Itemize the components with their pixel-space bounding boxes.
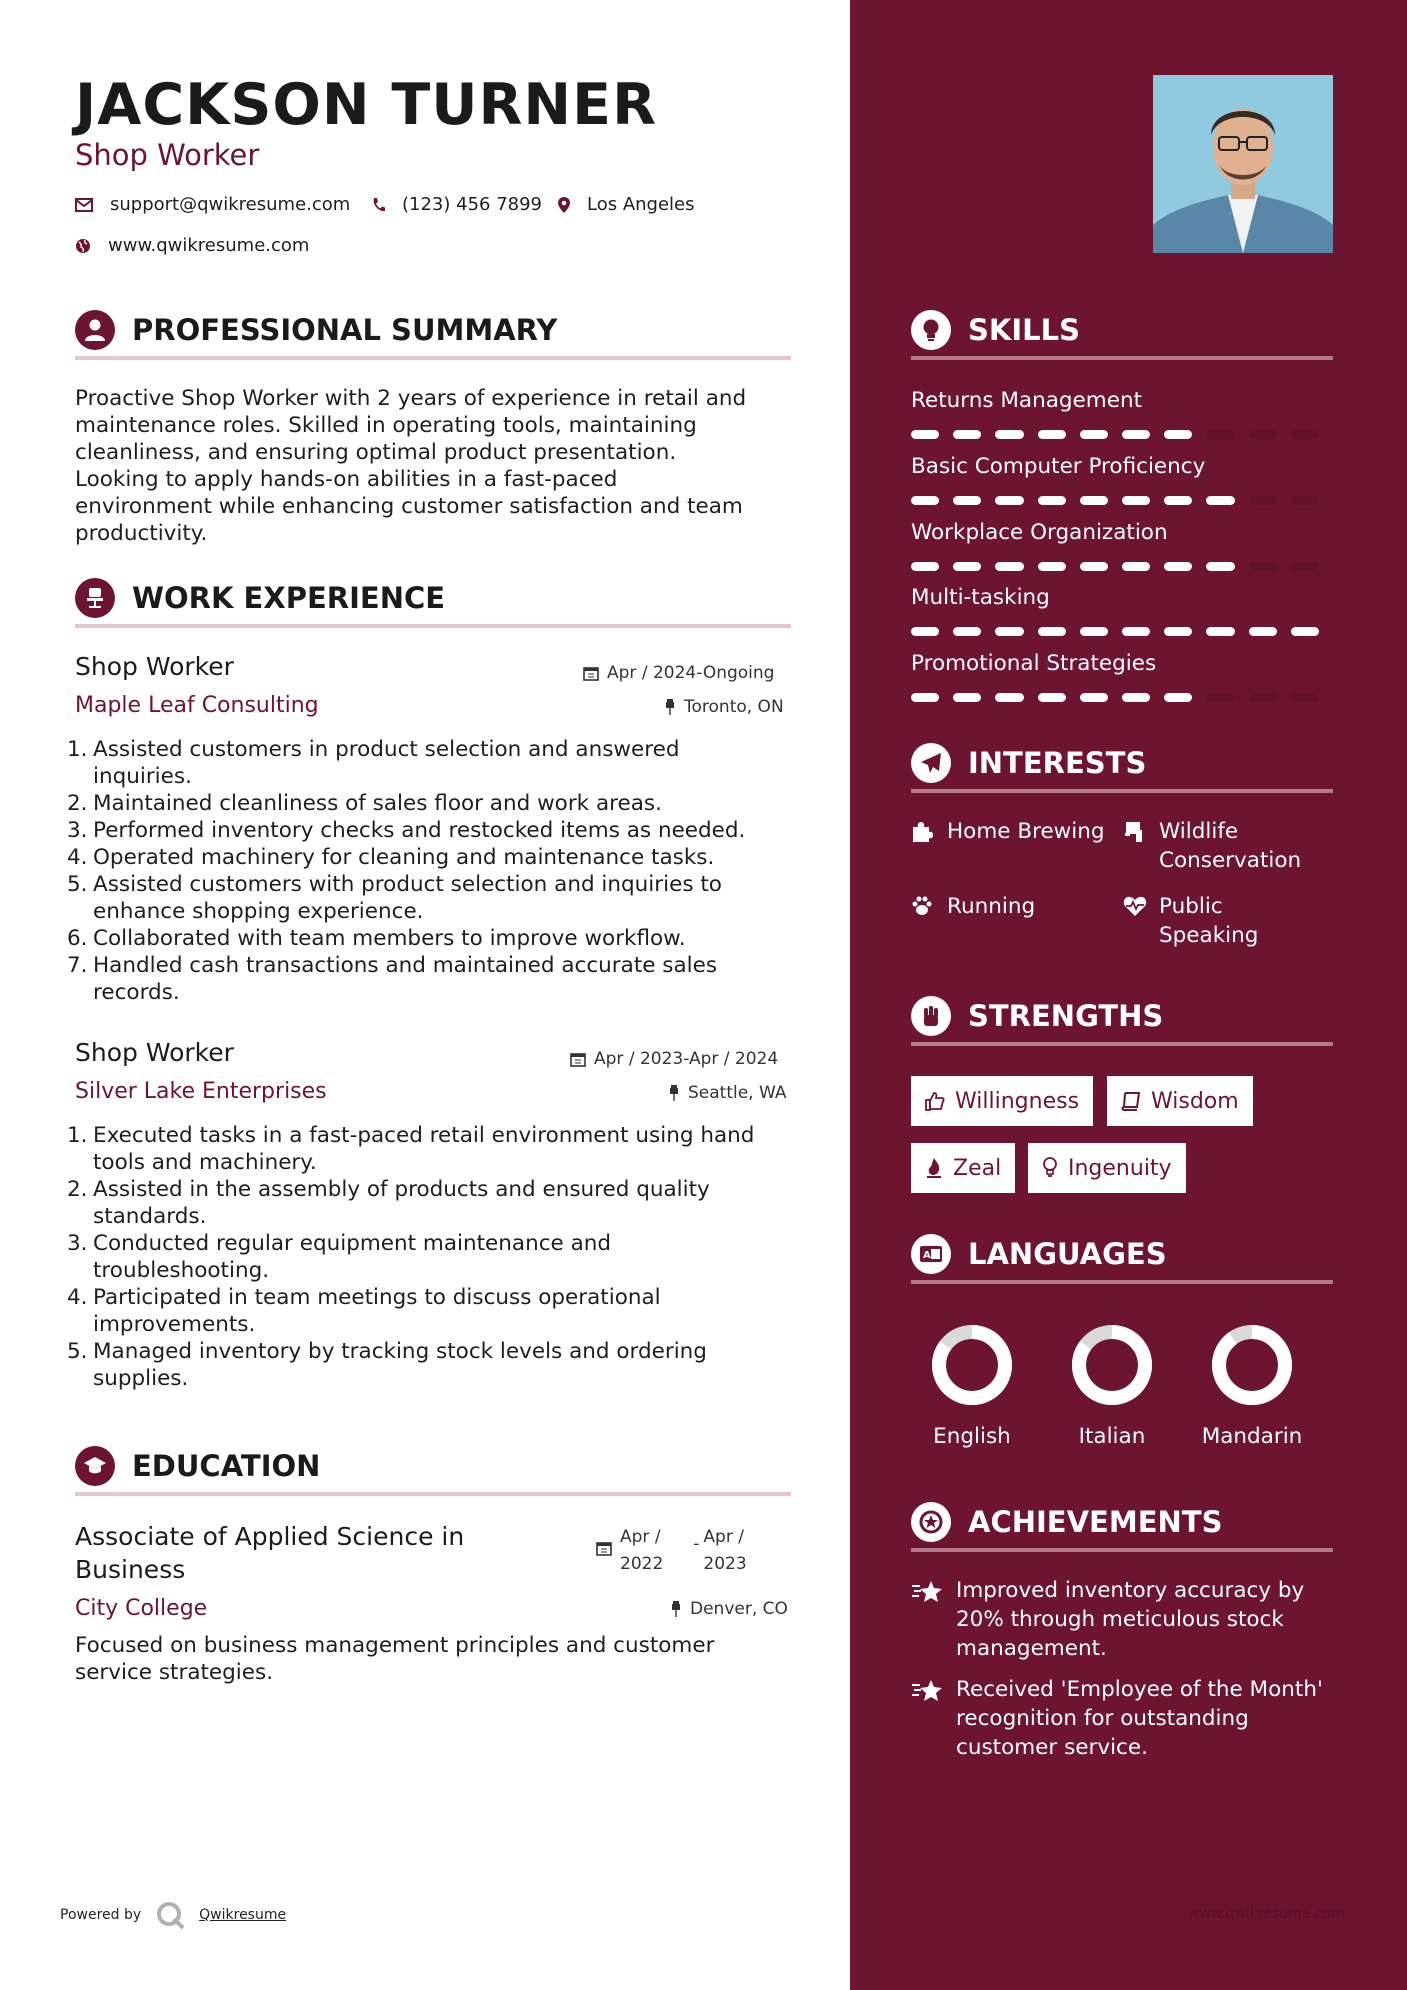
responsibility-line: standards. — [93, 1204, 207, 1229]
experience-title: WORK EXPERIENCE — [132, 581, 446, 615]
strength-label: Willingness — [955, 1088, 1080, 1114]
list-number: 3. — [67, 1231, 88, 1256]
summary-line: productivity. — [75, 521, 208, 546]
skill-rating-segment — [1249, 496, 1277, 505]
fist-icon — [911, 996, 951, 1036]
responsibility-item — [67, 1284, 797, 1338]
responsibility-line: Assisted customers in product selection and answered — [93, 737, 680, 762]
skill-label: Multi-tasking — [911, 585, 1050, 610]
start-year: 2022 — [620, 1554, 664, 1574]
strength-chip — [1028, 1143, 1186, 1193]
summary-heading — [75, 312, 791, 360]
language-item — [1192, 1322, 1312, 1449]
wildlife-icon — [1123, 817, 1147, 875]
interest-line: Public — [1159, 894, 1223, 919]
skill-rating-segment — [1122, 627, 1150, 636]
interests-heading — [911, 745, 1333, 793]
responsibility-line: Operated machinery for cleaning and maintenance tasks. — [93, 845, 715, 870]
calendar-icon — [583, 665, 599, 681]
responsibility-item — [67, 844, 797, 871]
interest-line: Speaking — [1159, 923, 1259, 948]
job-dates-text: Apr / 2023-Apr / 2024 — [594, 1049, 779, 1069]
achievement-line: customer service. — [956, 1735, 1148, 1760]
skill-rating-segment — [953, 430, 981, 439]
responsibility-item — [67, 790, 797, 817]
skill-rating-segment — [995, 562, 1023, 571]
globe-icon — [75, 238, 91, 254]
skill-rating-segment — [1038, 430, 1066, 439]
responsibility-item — [67, 1230, 797, 1284]
list-number: 4. — [67, 845, 88, 870]
skill-rating-segment — [1122, 562, 1150, 571]
skills-heading — [911, 312, 1333, 360]
skill-rating-segment — [1122, 496, 1150, 505]
skill-item — [911, 651, 1333, 702]
paw-icon — [911, 892, 935, 925]
skill-rating-segment — [1249, 693, 1277, 702]
job-dates — [583, 663, 774, 683]
responsibility-item — [67, 925, 797, 952]
date-separator: - — [693, 1534, 700, 1554]
list-number: 1. — [67, 1123, 88, 1148]
svg-text:A: A — [923, 1250, 931, 1261]
user-icon — [75, 310, 115, 350]
achievements-heading — [911, 1504, 1333, 1552]
language-label: Mandarin — [1201, 1424, 1303, 1449]
responsibility-item — [67, 871, 797, 925]
footer-website-watermark: www.qwikresume.com — [1188, 1906, 1345, 1922]
list-number: 4. — [67, 1285, 88, 1310]
education-location — [670, 1599, 788, 1619]
responsibility-line: improvements. — [93, 1312, 256, 1337]
contact-location — [558, 194, 695, 215]
skill-item — [911, 585, 1333, 636]
website-text: www.qwikresume.com — [108, 235, 310, 256]
interest-item — [1123, 892, 1258, 950]
star-badge-icon — [911, 1502, 951, 1542]
achievement-line: Received 'Employee of the Month' — [956, 1677, 1323, 1702]
achievement-line: Improved inventory accuracy by — [956, 1578, 1305, 1603]
education-end — [703, 1524, 746, 1578]
contact-email[interactable] — [75, 194, 350, 215]
shooting-star-icon — [911, 1675, 945, 1762]
language-proficiency-ring — [1069, 1322, 1155, 1408]
heartbeat-icon — [1123, 892, 1147, 950]
skill-rating-segment — [1291, 496, 1319, 505]
interest-line: Conservation — [1159, 848, 1302, 873]
skill-rating-segment — [995, 627, 1023, 636]
lightbulb-icon — [1042, 1157, 1058, 1179]
interest-item — [911, 817, 1105, 850]
skill-rating-segment — [953, 627, 981, 636]
list-number: 3. — [67, 818, 88, 843]
envelope-icon — [75, 198, 93, 212]
achievement-item — [911, 1576, 1341, 1663]
languages-title: LANGUAGES — [968, 1237, 1167, 1271]
list-number: 5. — [67, 872, 88, 897]
achievement-text — [956, 1576, 1304, 1663]
job-responsibilities — [67, 1122, 797, 1392]
flame-icon — [925, 1157, 943, 1179]
responsibility-line: Assisted in the assembly of products and ensured quality — [93, 1177, 710, 1202]
language-proficiency-ring — [929, 1322, 1015, 1408]
achievement-line: management. — [956, 1636, 1107, 1661]
start-month: Apr / — [620, 1527, 661, 1547]
interest-item — [911, 892, 1035, 925]
list-number: 7. — [67, 953, 88, 978]
responsibility-line: records. — [93, 980, 180, 1005]
responsibility-line: Managed inventory by tracking stock levels and ordering — [93, 1339, 707, 1364]
phone-icon — [371, 197, 385, 213]
skill-rating-segment — [1164, 693, 1192, 702]
achievement-line: 20% through meticulous stock — [956, 1607, 1284, 1632]
job-title: Shop Worker — [75, 652, 234, 681]
skill-rating-segment — [1122, 693, 1150, 702]
education-start — [620, 1524, 663, 1578]
list-number: 6. — [67, 926, 88, 951]
profile-photo — [1153, 75, 1333, 253]
responsibility-line: Participated in team meetings to discuss operational — [93, 1285, 661, 1310]
education-description — [75, 1632, 791, 1686]
list-number: 1. — [67, 737, 88, 762]
skill-rating — [911, 562, 1333, 571]
school-name: City College — [75, 1596, 208, 1621]
skill-rating-segment — [1206, 627, 1234, 636]
job-dates-text: Apr / 2024-Ongoing — [607, 663, 775, 683]
languages-heading — [911, 1236, 1333, 1284]
strength-chip — [1107, 1076, 1253, 1126]
pushpin-icon — [670, 1601, 682, 1617]
summary-title: PROFESSIONAL SUMMARY — [132, 313, 558, 347]
interest-label — [1159, 817, 1301, 875]
strength-label: Wisdom — [1151, 1088, 1239, 1114]
skill-rating-segment — [1038, 627, 1066, 636]
skill-rating-segment — [1249, 627, 1277, 636]
summary-line: Proactive Shop Worker with 2 years of experience in retail and — [75, 386, 747, 411]
education-heading — [75, 1448, 791, 1496]
skill-label: Workplace Organization — [911, 520, 1168, 545]
skill-rating-segment — [1080, 693, 1108, 702]
strength-label: Ingenuity — [1068, 1155, 1172, 1181]
summary-text — [75, 385, 791, 547]
pushpin-icon — [664, 699, 676, 715]
summary-line: cleanliness, and ensuring optimal product presentation. — [75, 440, 677, 465]
skill-rating-segment — [1164, 496, 1192, 505]
language-item — [912, 1322, 1032, 1449]
interests-title: INTERESTS — [968, 746, 1147, 780]
skill-rating-segment — [1249, 430, 1277, 439]
language-label: English — [933, 1424, 1011, 1449]
skill-rating-segment — [1206, 430, 1234, 439]
skill-label: Basic Computer Proficiency — [911, 454, 1206, 479]
puzzle-icon — [911, 817, 935, 850]
responsibility-line: Handled cash transactions and maintained accurate sales — [93, 953, 718, 978]
skill-rating-segment — [911, 562, 939, 571]
end-year: 2023 — [703, 1554, 747, 1574]
skill-rating-segment — [911, 496, 939, 505]
email-text: support@qwikresume.com — [110, 194, 351, 215]
ring-fill — [1219, 1332, 1285, 1398]
company-name: Silver Lake Enterprises — [75, 1079, 327, 1104]
skill-rating-segment — [911, 693, 939, 702]
skill-item — [911, 454, 1333, 505]
interest-label — [1159, 892, 1258, 950]
responsibility-line: supplies. — [93, 1366, 189, 1391]
skill-rating-segment — [1080, 430, 1108, 439]
calendar-icon — [596, 1540, 612, 1556]
responsibility-line: Maintained cleanliness of sales floor and work areas. — [93, 791, 662, 816]
responsibility-line: Conducted regular equipment maintenance and — [93, 1231, 612, 1256]
skill-rating-segment — [1206, 693, 1234, 702]
skill-rating-segment — [911, 627, 939, 636]
sidebar — [850, 0, 1407, 1990]
responsibility-item — [67, 817, 797, 844]
skill-rating-segment — [995, 496, 1023, 505]
strength-chip — [911, 1143, 1015, 1193]
job-responsibilities — [67, 736, 797, 1006]
skill-rating-segment — [995, 430, 1023, 439]
skill-item — [911, 388, 1333, 439]
responsibility-line: Performed inventory checks and restocked items as needed. — [93, 818, 746, 843]
footer — [60, 1900, 286, 1930]
skill-rating-segment — [953, 496, 981, 505]
job-location — [668, 1083, 787, 1103]
summary-line: Looking to apply hands-on abilities in a fast-paced — [75, 467, 618, 492]
language-item — [1052, 1322, 1172, 1449]
responsibility-item — [67, 736, 797, 790]
skill-rating-segment — [1038, 562, 1066, 571]
strength-chip — [911, 1076, 1093, 1126]
skill-rating-segment — [1164, 562, 1192, 571]
thumbs-up-icon — [925, 1091, 945, 1111]
responsibility-line: enhance shopping experience. — [93, 899, 424, 924]
responsibility-item — [67, 952, 797, 1006]
skill-rating-segment — [1080, 627, 1108, 636]
interest-line: Running — [947, 894, 1036, 919]
job-location — [664, 697, 784, 717]
summary-line: environment while enhancing customer satisfaction and team — [75, 494, 743, 519]
candidate-name: JACKSON TURNER — [75, 72, 657, 138]
degree-line: Associate of Applied Science in — [75, 1522, 465, 1551]
office-chair-icon — [75, 578, 115, 618]
description-line: Focused on business management principles and customer — [75, 1633, 715, 1658]
responsibility-line: Collaborated with team members to improve workflow. — [93, 926, 686, 951]
paper-plane-icon — [911, 743, 951, 783]
skill-rating-segment — [1080, 562, 1108, 571]
skills-title: SKILLS — [968, 313, 1080, 347]
education-title: EDUCATION — [132, 1449, 321, 1483]
degree-title — [75, 1520, 464, 1586]
skill-rating-segment — [1291, 562, 1319, 571]
strength-label: Zeal — [953, 1155, 1002, 1181]
skill-rating — [911, 430, 1333, 439]
phone-text: (123) 456 7899 — [402, 194, 543, 215]
calendar-icon — [570, 1051, 586, 1067]
interest-line: Home Brewing — [947, 819, 1105, 844]
interest-label — [947, 892, 1035, 925]
end-month: Apr / — [703, 1527, 744, 1547]
strengths-title: STRENGTHS — [968, 999, 1164, 1033]
skill-rating-segment — [1249, 562, 1277, 571]
interest-item — [1123, 817, 1301, 875]
skill-label: Returns Management — [911, 388, 1143, 413]
candidate-role: Shop Worker — [75, 138, 260, 172]
graduation-icon — [75, 1446, 115, 1486]
job-title: Shop Worker — [75, 1038, 234, 1067]
achievement-text — [956, 1675, 1323, 1762]
language-label: Italian — [1078, 1424, 1146, 1449]
company-name: Maple Leaf Consulting — [75, 693, 319, 718]
book-icon — [1121, 1091, 1141, 1111]
degree-line: Business — [75, 1555, 186, 1584]
skill-rating-segment — [995, 693, 1023, 702]
responsibility-item — [67, 1176, 797, 1230]
contact-phone[interactable] — [371, 194, 542, 215]
list-number: 2. — [67, 1177, 88, 1202]
skill-rating — [911, 496, 1333, 505]
achievement-line: recognition for outstanding — [956, 1706, 1249, 1731]
map-marker-icon — [558, 197, 570, 213]
education-location-text: Denver, CO — [690, 1599, 788, 1619]
skill-label: Promotional Strategies — [911, 651, 1157, 676]
skill-rating-segment — [1206, 496, 1234, 505]
qwikresume-logo-icon — [155, 1900, 187, 1930]
responsibility-item — [67, 1122, 797, 1176]
job-location-text: Toronto, ON — [684, 697, 784, 717]
shooting-star-icon — [911, 1576, 945, 1663]
responsibility-line: troubleshooting. — [93, 1258, 270, 1283]
skill-rating-segment — [911, 430, 939, 439]
qwikresume-link[interactable]: Qwikresume — [199, 1907, 287, 1923]
responsibility-line: tools and machinery. — [93, 1150, 317, 1175]
responsibility-line: inquiries. — [93, 764, 192, 789]
skill-rating — [911, 627, 1333, 636]
language-proficiency-ring — [1209, 1322, 1295, 1408]
skill-rating-segment — [953, 693, 981, 702]
skill-rating-segment — [1291, 430, 1319, 439]
achievement-item — [911, 1675, 1341, 1762]
skill-rating-segment — [1080, 496, 1108, 505]
skill-rating-segment — [1291, 693, 1319, 702]
experience-heading — [75, 580, 791, 628]
interest-label — [947, 817, 1105, 850]
responsibility-line: Executed tasks in a fast-paced retail environment using hand — [93, 1123, 755, 1148]
skill-rating-segment — [953, 562, 981, 571]
skill-rating-segment — [1291, 627, 1319, 636]
powered-by-label: Powered by — [60, 1907, 142, 1923]
lightbulb-icon — [911, 310, 951, 350]
achievements-title: ACHIEVEMENTS — [968, 1505, 1223, 1539]
description-line: service strategies. — [75, 1660, 274, 1685]
skill-item — [911, 520, 1333, 571]
list-number: 5. — [67, 1339, 88, 1364]
skill-rating-segment — [1164, 627, 1192, 636]
responsibility-item — [67, 1338, 797, 1392]
skill-rating-segment — [1206, 562, 1234, 571]
skill-rating-segment — [1164, 430, 1192, 439]
summary-line: maintenance roles. Skilled in operating tools, maintaining — [75, 413, 697, 438]
skill-rating-segment — [1038, 496, 1066, 505]
skill-rating-segment — [1038, 693, 1066, 702]
pushpin-icon — [668, 1085, 680, 1101]
location-text: Los Angeles — [587, 194, 695, 215]
skill-rating-segment — [1122, 430, 1150, 439]
translate-icon — [911, 1234, 951, 1274]
job-location-text: Seattle, WA — [688, 1083, 787, 1103]
education-dates — [596, 1524, 747, 1578]
interest-line: Wildlife — [1159, 819, 1239, 844]
list-number: 2. — [67, 791, 88, 816]
skill-rating — [911, 693, 1333, 702]
strengths-heading — [911, 998, 1333, 1046]
responsibility-line: Assisted customers with product selection and inquiries to — [93, 872, 722, 897]
job-dates — [570, 1049, 778, 1069]
contact-website[interactable] — [75, 235, 309, 256]
